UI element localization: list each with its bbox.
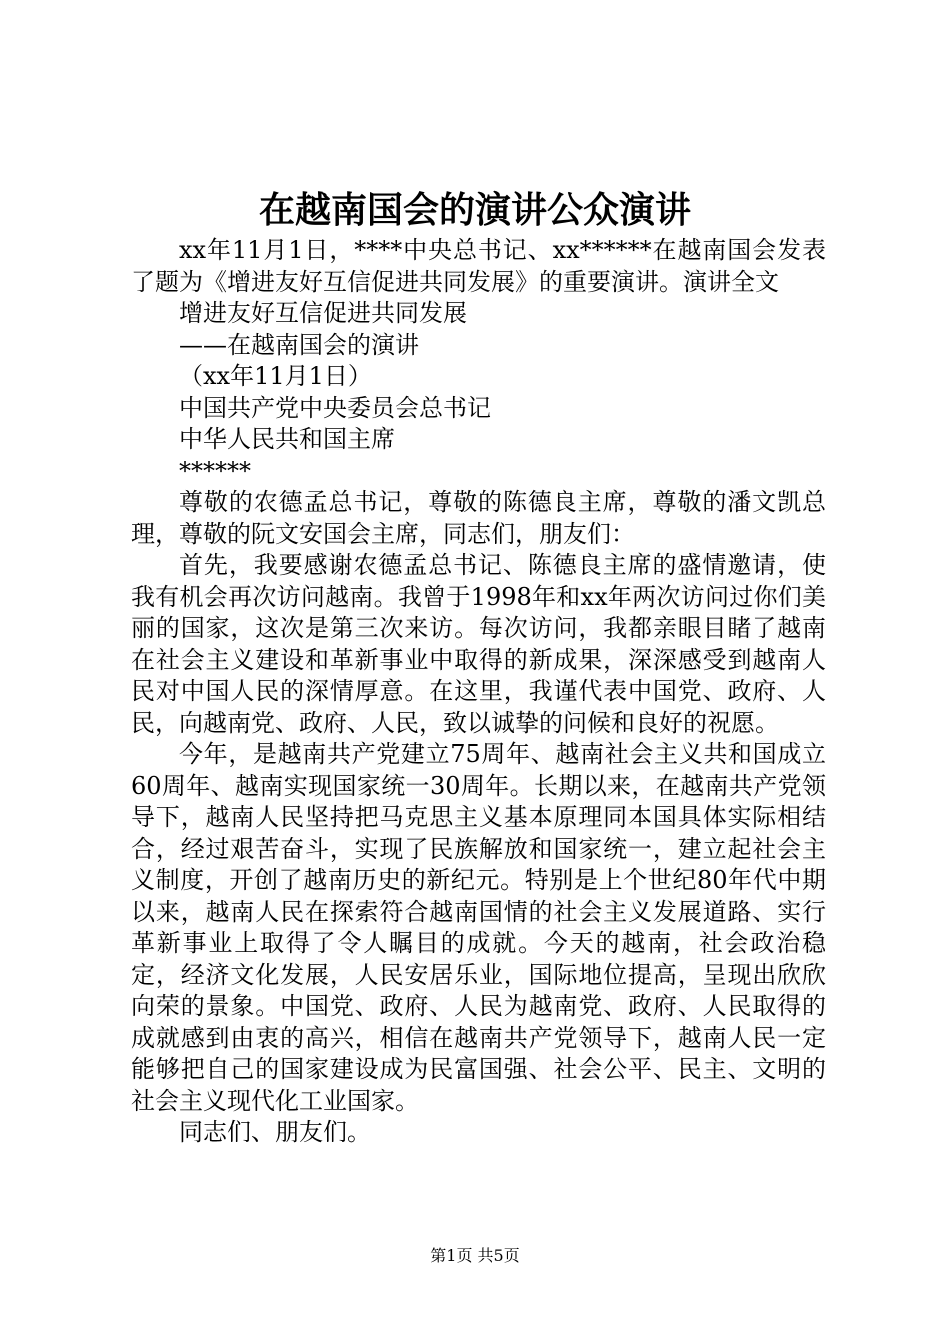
page-footer: 第1页 共5页 — [430, 1246, 520, 1265]
body-paragraph-3: 同志们、朋友们。 — [179, 1118, 371, 1146]
speech-subtitle: ——在越南国会的演讲 — [179, 330, 419, 359]
speaker-role-party: 中国共产党中央委员会总书记 — [179, 393, 491, 422]
speech-title: 增进友好互信促进共同发展 — [179, 299, 467, 327]
salutation-paragraph: 尊敬的农德孟总书记，尊敬的陈德良主席，尊敬的潘文凯总理，尊敬的阮文安国会主席，同志们，朋友们： — [131, 488, 826, 548]
speaker-name: ****** — [179, 456, 251, 485]
body-paragraph-1: 首先，我要感谢农德孟总书记、陈德良主席的盛情邀请，使我有机会再次访问越南。我曾于1998年和xx年两次访问过你们美丽的国家，这次是第三次来访。每次访问，我都亲眼目睹了越南在社会主义建设和革新事业中取得的新成果，深深感受到越南人民对中国人民的深情厚意。在这里，我谨代表中国党、政府、人民，向越南党、政府、人民，致以诚挚的问候和良好的祝愿。 — [131, 551, 826, 737]
intro-paragraph: xx年11月1日，****中央总书记、xx******在越南国会发表了题为《增进友好互信促进共同发展》的重要演讲。演讲全文 — [131, 236, 826, 296]
document-body — [131, 235, 826, 1149]
body-paragraph-2: 今年，是越南共产党建立75周年、越南社会主义共和国成立60周年、越南实现国家统一30周年。长期以来，在越南共产党领导下，越南人民坚持把马克思主义基本原理同本国具体实际相结合，经过艰苦奋斗，实现了民族解放和国家统一，建立起社会主义制度，开创了越南历史的新纪元。特别是上个世纪80年代中期以来，越南人民在探索符合越南国情的社会主义发展道路、实行革新事业上取得了令人瞩目的成就。今天的越南，社会政治稳定，经济文化发展，人民安居乐业，国际地位提高，呈现出欣欣向荣的景象。中国党、政府、人民为越南党、政府、人民取得的成就感到由衷的高兴，相信在越南共产党领导下，越南人民一定能够把自己的国家建设成为民富国强、社会公平、民主、文明的社会主义现代化工业国家。 — [131, 740, 826, 1115]
speech-date: （xx年11月1日） — [179, 362, 372, 390]
speaker-role-state: 中华人民共和国主席 — [179, 425, 395, 453]
document-title: 在越南国会的演讲公众演讲 — [258, 189, 691, 231]
